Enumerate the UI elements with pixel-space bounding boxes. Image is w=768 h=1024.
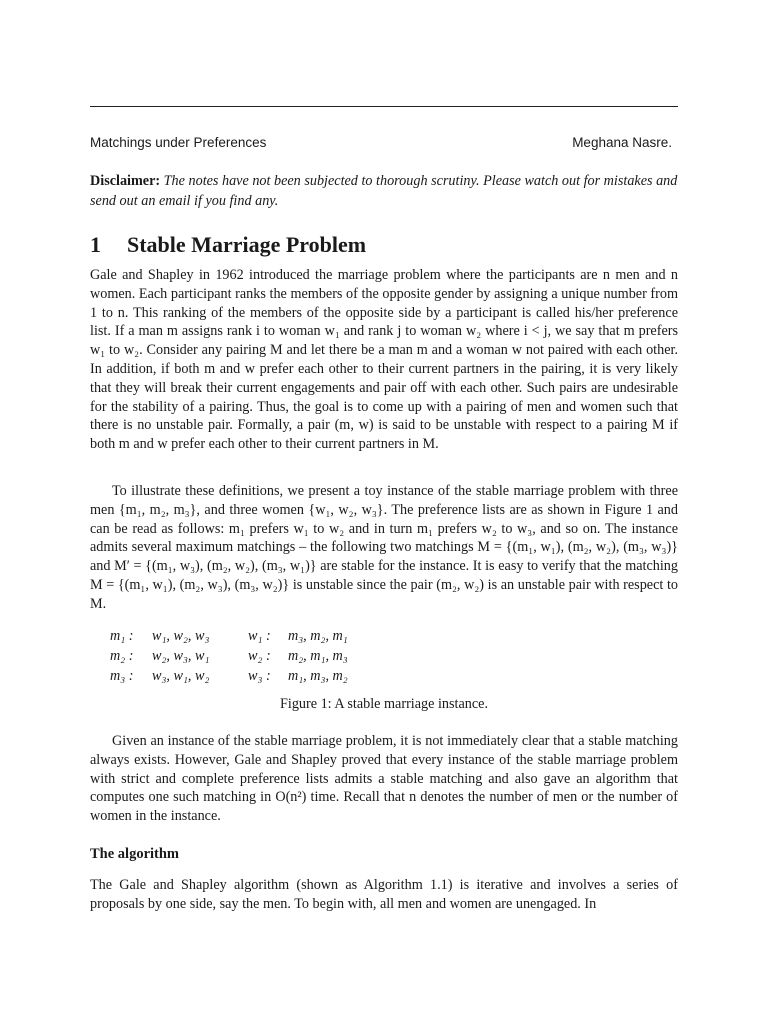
woman-preference-list: m₃, m₂, m₁ <box>288 628 348 644</box>
paragraph-existence: Given an instance of the stable marriage problem, it is not immediately clear that a stable matching always exists. However, Gale and Shapley proved that every instance of the stable marriage problem with strict and complete preference lists admits a stable matching and also gave an algorithm that computes one such matching in O(n²) time. Recall that n denotes the number of men or the number of women in the instance. <box>90 733 678 825</box>
woman-preference-list: m₂, m₁, m₃ <box>288 648 348 664</box>
woman-label: w₁ : <box>248 628 271 644</box>
section-title: Stable Marriage Problem <box>127 232 367 257</box>
man-preference-list: w₃, w₁, w₂ <box>152 668 210 684</box>
running-header <box>90 135 678 153</box>
paragraph-intro: Gale and Shapley in 1962 introduced the marriage problem where the participants are n men and n women. Each participant ranks the members of the opposite gender by assigning a unique number from 1 to n. This ranking of the members of the opposite side by a participant is called his/her preference list. If a man m assigns rank i to woman w₁ and rank j to woman w₂ where i < j, we say that m prefers w₁ to w₂. Consider any pairing M and let there be a man m and a woman w not paired with each other. In addition, if both m and w prefer each other to their current partners in the pairing, it is very likely that they will break their current engagements and pair off with each other. Such pairs are undesirable for the stability of a pairing. Thus, the goal is to come up with a pairing of men and women such that there is no unstable pair. Formally, a pair (m, w) is said to be unstable with respect to a pairing M if both m and w prefer each other to their current partners in M. <box>90 267 678 453</box>
subsection-heading: The algorithm <box>90 846 180 862</box>
paragraph-algorithm: The Gale and Shapley algorithm (shown as Algorithm 1.1) is iterative and involves a series of proposals by one side, say the men. To begin with, all men and women are unengaged. In <box>90 877 678 912</box>
disclaimer-text: The notes have not been subjected to thorough scrutiny. Please watch out for mistakes and send out an email if you find any. <box>90 173 678 209</box>
preference-lists <box>90 628 678 688</box>
man-label: m₂ : <box>110 648 134 664</box>
woman-preference-list: m₁, m₃, m₂ <box>288 668 348 684</box>
man-preference-list: w₂, w₃, w₁ <box>152 648 210 664</box>
man-label: m₁ : <box>110 628 134 644</box>
woman-label: w₃ : <box>248 668 271 684</box>
author-name: Meghana Nasre. <box>572 135 672 150</box>
figure-caption: Figure 1: A stable marriage instance. <box>279 696 489 712</box>
man-label: m₃ : <box>110 668 134 684</box>
preference-row <box>90 648 678 668</box>
woman-label: w₂ : <box>248 648 271 664</box>
section-number: 1 <box>90 232 101 257</box>
disclaimer <box>90 171 678 211</box>
course-title: Matchings under Preferences <box>90 135 267 150</box>
preference-row <box>90 628 678 648</box>
paragraph-example: To illustrate these definitions, we present a toy instance of the stable marriage problem with three men {m₁, m₂, m₃}, and three women {w₁, w₂, w₃}. The preference lists are as shown in Figure 1 and can be read as follows: m₁ prefers w₁ to w₂ and in turn m₁ prefers w₂ to w₃, and so on. The instance admits several maximum matchings – the following two matchings M = {(m₁, w₁), (m₂, w₂), (m₃, w₃)} and M′ = {(m₁, w₃), (m₂, w₂), (m₃, w₁)} are stable for the instance. It is easy to verify that the matching M = {(m₁, w₁), (m₂, w₃), (m₃, w₂)} is unstable since the pair (m₂, w₂) is an unstable pair with respect to M. <box>90 483 678 612</box>
header-rule <box>90 106 678 107</box>
disclaimer-label: Disclaimer: <box>90 173 161 189</box>
section-heading <box>90 232 678 262</box>
preference-row <box>90 668 678 688</box>
man-preference-list: w₁, w₂, w₃ <box>152 628 210 644</box>
